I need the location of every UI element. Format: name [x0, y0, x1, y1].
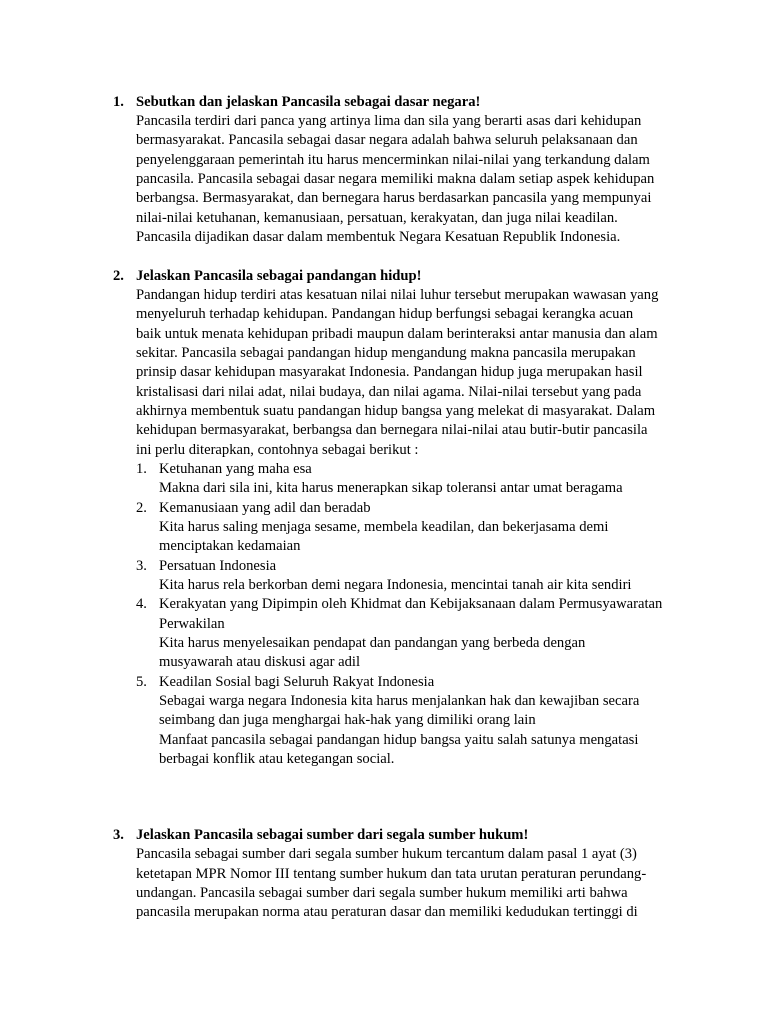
sila-4-text: musyawarah atau diskusi agar adil — [159, 654, 361, 670]
q1-line: Pancasila terdiri dari panca yang artinya lima dan sila yang berarti asas dari kehidupan — [136, 113, 642, 129]
sila-5-text: Sebagai warga negara Indonesia kita harus menjalankan hak dan kewajiban secara — [159, 693, 640, 709]
q1-line: penyelenggaraan pemerintah itu harus mencerminkan nilai-nilai yang terkandung dalam — [136, 152, 650, 168]
sila-4-name: Kerakyatan yang Dipimpin oleh Khidmat dan Kebijaksanaan dalam Permusyawaratan — [159, 596, 663, 612]
sila-2-text: menciptakan kedamaian — [159, 538, 301, 554]
q1-line: bermasyarakat. Pancasila sebagai dasar negara adalah bahwa seluruh pelaksanaan dan — [136, 132, 638, 148]
sila-5-text: seimbang dan juga menghargai hak-hak yang dimiliki orang lain — [159, 712, 536, 728]
question-2-number: 2. — [113, 268, 124, 284]
q1-line: Pancasila dijadikan dasar dalam membentuk Negara Kesatuan Republik Indonesia. — [136, 229, 621, 245]
sila-1-text: Makna dari sila ini, kita harus menerapkan sikap toleransi antar umat beragama — [159, 480, 623, 496]
q3-line: undangan. Pancasila sebagai sumber dari segala sumber hukum memiliki arti bahwa — [136, 885, 628, 901]
sila-1-name: Ketuhanan yang maha esa — [159, 461, 312, 477]
sila-2-number: 2. — [136, 500, 147, 516]
sila-4-number: 4. — [136, 596, 147, 612]
q2-line: menyeluruh terhadap kehidupan. Pandangan hidup berfungsi sebagai kerangka acuan — [136, 306, 634, 322]
q1-line: berbangsa. Bermasyarakat, dan bernegara harus berdasarkan pancasila yang mempunyai — [136, 190, 652, 206]
question-1-number: 1. — [113, 94, 124, 110]
question-2-title: Jelaskan Pancasila sebagai pandangan hidup! — [136, 268, 422, 284]
q2-line: baik untuk menata kehidupan pribadi maupun dalam berinteraksi antar manusia dan alam — [136, 326, 658, 342]
q1-line: nilai-nilai ketuhanan, kemanusiaan, persatuan, kerakyatan, dan juga nilai keadilan. — [136, 210, 618, 226]
question-3-title: Jelaskan Pancasila sebagai sumber dari segala sumber hukum! — [136, 827, 529, 843]
q2-line: ini perlu diterapkan, contohnya sebagai berikut : — [136, 442, 419, 458]
sila-5-name: Keadilan Sosial bagi Seluruh Rakyat Indonesia — [159, 674, 435, 690]
q2-line: kristalisasi dari nilai adat, nilai budaya, dan nilai agama. Nilai-nilai tersebut yang pada — [136, 384, 642, 400]
q1-line: pancasila. Pancasila sebagai dasar negara memiliki makna dalam setiap aspek kehidupan — [136, 171, 655, 187]
q2-line: sekitar. Pancasila sebagai pandangan hidup mengandung makna pancasila merupakan — [136, 345, 636, 361]
q2-line: akhirnya membentuk suatu pandangan hidup bangsa yang melekat di masyarakat. Dalam — [136, 403, 656, 419]
sila-4-text: Kita harus menyelesaikan pendapat dan pandangan yang berbeda dengan — [159, 635, 586, 651]
question-1-title: Sebutkan dan jelaskan Pancasila sebagai dasar negara! — [136, 94, 481, 110]
q2-line: prinsip dasar kehidupan masyarakat Indonesia. Pandangan hidup juga merupakan hasil — [136, 364, 643, 380]
question-3-number: 3. — [113, 827, 124, 843]
sila-5-number: 5. — [136, 674, 147, 690]
sila-3-name: Persatuan Indonesia — [159, 558, 277, 574]
sila-1-number: 1. — [136, 461, 147, 477]
q2-line: kehidupan bermasyarakat, berbangsa dan bernegara nilai-nilai atau butir-butir pancasila — [136, 422, 648, 438]
sila-3-text: Kita harus rela berkorban demi negara Indonesia, mencintai tanah air kita sendiri — [159, 577, 632, 593]
sila-5-text: Manfaat pancasila sebagai pandangan hidup bangsa yaitu salah satunya mengatasi — [159, 732, 639, 748]
q2-line: Pandangan hidup terdiri atas kesatuan nilai nilai luhur tersebut merupakan wawasan yang — [136, 287, 659, 303]
sila-4-name: Perwakilan — [159, 616, 225, 632]
sila-5-text: berbagai konflik atau ketegangan social. — [159, 751, 395, 767]
q3-line: Pancasila sebagai sumber dari segala sumber hukum tercantum dalam pasal 1 ayat (3) — [136, 846, 637, 862]
sila-3-number: 3. — [136, 558, 147, 574]
sila-2-name: Kemanusiaan yang adil dan beradab — [159, 500, 371, 516]
q3-line: ketetapan MPR Nomor III tentang sumber hukum dan tata urutan peraturan perundang- — [136, 866, 647, 882]
q3-line: pancasila merupakan norma atau peraturan dasar dan memiliki kedudukan tertinggi di — [136, 904, 638, 920]
sila-2-text: Kita harus saling menjaga sesame, membela keadilan, dan bekerjasama demi — [159, 519, 609, 535]
